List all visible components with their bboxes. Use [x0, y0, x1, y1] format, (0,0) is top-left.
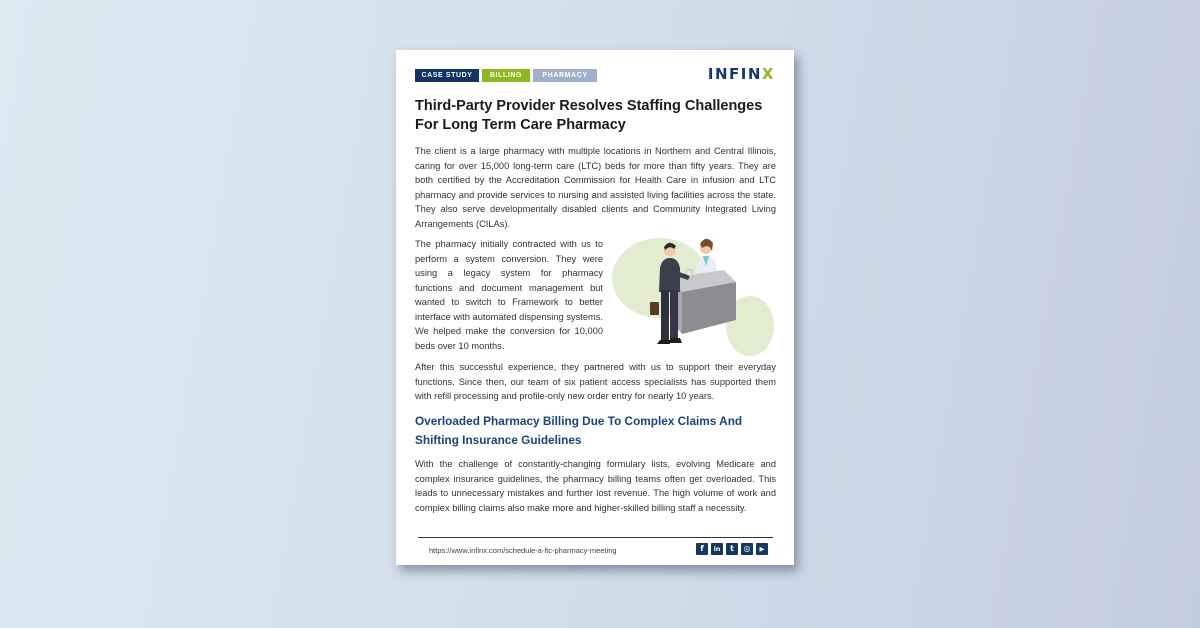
tag-pharmacy: PHARMACY [533, 69, 597, 82]
billing-challenge-paragraph: With the challenge of constantly-changing formulary lists, evolving Medicare and complex insurance guidelines, the pharmacy billing teams often get overloaded. This leads to unnecessary mistakes and further lost revenue. The high volume of work and complex billing claims also make more and higher-skilled billing staff a necessity. [415, 459, 776, 513]
tag-billing: BILLING [482, 69, 530, 82]
footer-divider [418, 537, 773, 538]
linkedin-icon[interactable]: in [711, 543, 723, 555]
partnership-paragraph: After this successful experience, they partnered with us to support their everyday functions. Since then, our team of six patient access specialists has supported them with refill processing and profile-only new order entry for nearly 10 years. [415, 362, 776, 401]
category-tags [415, 69, 597, 82]
page-title: Third-Party Provider Resolves Staffing Challenges For Long Term Care Pharmacy [415, 98, 763, 133]
conversion-paragraph: The pharmacy initially contracted with us to perform a system conversion. They were using a legacy system for pharmacy functions and document management but wanted to switch to Framework to better interface with automated dispensing systems. We helped make the conversion for 10,000 beds over 10 months. [415, 239, 603, 351]
footer-url-link[interactable]: https://www.infinx.com/schedule-a-ltc-pharmacy-meeting [429, 546, 617, 555]
logo-main: INFIN [707, 65, 762, 83]
youtube-icon[interactable]: ▶ [756, 543, 768, 555]
facebook-icon[interactable]: f [696, 543, 708, 555]
logo-accent: X [761, 65, 775, 83]
intro-paragraph: The client is a large pharmacy with multiple locations in Northern and Central Illinois, caring for over 15,000 long-term care (LTC) beds for more than fifty years. They are both certified by the Accreditation Commission for Health Care in infusion and LTC pharmacy and provide services to nursing and assisted living facilities across the state. They also serve developmentally disabled clients and Community Integrated Living Arrangements (CILAs). [415, 146, 776, 229]
case-study-page [396, 50, 794, 565]
infinx-logo [708, 65, 775, 83]
twitter-icon[interactable]: t [726, 543, 738, 555]
pharmacy-counter-illustration [610, 230, 776, 358]
social-icons [696, 543, 768, 555]
tag-case-study: CASE STUDY [415, 69, 479, 82]
instagram-icon[interactable]: ◎ [741, 543, 753, 555]
section-subheading: Overloaded Pharmacy Billing Due To Complex Claims And Shifting Insurance Guidelines [415, 414, 743, 447]
